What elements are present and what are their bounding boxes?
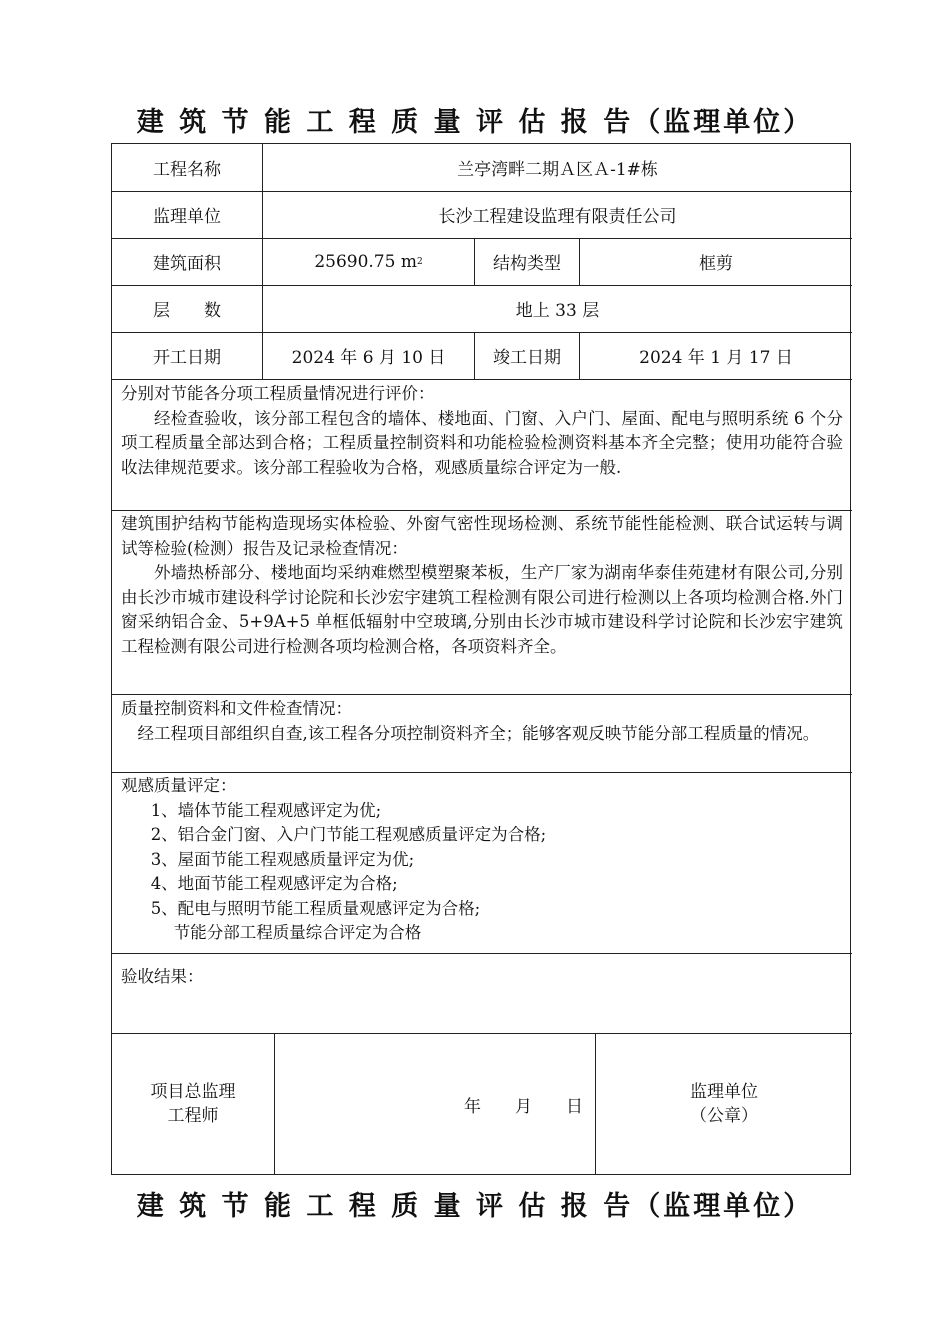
end-date-label: 竣工日期: [493, 348, 561, 368]
project-name-value: 兰亭湾畔二期Ａ区Ａ-1#栋: [457, 160, 658, 180]
end-date-value: 2024 年 1 月 17 日: [639, 348, 793, 368]
section-body: 外墙热桥部分、楼地面均采纳难燃型模塑聚苯板，生产厂家为湖南华泰佳苑建材有限公司,分别由长沙市城市建设科学讨论院和长沙宏宇建筑工程检测有限公司进行检测以上各项均检测合格.外门窗采纳铝合金、5+9A+5 单框低辐射中空玻璃,分别由长沙市城市建设科学讨论院和长沙宏宇建筑工程检测有限公司进行检测各项均检测合格，各项资料齐全。: [121, 563, 843, 656]
floors-label: 层 数: [153, 301, 221, 321]
supervisor-value: 长沙工程建设监理有限责任公司: [438, 207, 677, 227]
area-unit-superscript: 2: [416, 256, 423, 267]
supervisor-seal-label: [596, 1033, 852, 1175]
signature-date: 年 月 日: [464, 1096, 583, 1117]
section-body: 经工程项目部组织自查,该工程各分项控制资料齐全；能够客观反映节能分部工程质量的情况。: [137, 723, 820, 743]
rating-item: 1、墙体节能工程观感评定为优;: [150, 800, 382, 820]
start-date-label: 开工日期: [153, 348, 221, 368]
seal-line2: （公章）: [690, 1106, 758, 1126]
section-heading: 分别对节能各分项工程质量情况进行评价：: [121, 384, 435, 403]
rating-item: 2、铝合金门窗、入户门节能工程观感质量评定为合格;: [150, 825, 547, 844]
start-date-value: 2024 年 6 月 10 日: [291, 348, 446, 368]
section-heading: 观感质量评定：: [121, 776, 237, 795]
acceptance-result: [121, 965, 843, 990]
report-form: [111, 143, 851, 1175]
chief-engineer-line2: 工程师: [167, 1106, 219, 1126]
report-title: 建 筑 节 能 工 程 质 量 评 估 报 告（监理单位）: [136, 107, 814, 138]
supervisor-label: 监理单位: [153, 207, 221, 227]
section-quality-evaluation: [121, 382, 843, 480]
chief-engineer-label: [112, 1033, 274, 1175]
section-heading: 质量控制资料和文件检查情况：: [121, 699, 352, 718]
project-name-label: 工程名称: [153, 160, 221, 180]
section-body: 经检查验收，该分部工程包含的墙体、楼地面、门窗、入户门、屋面、配电与照明系统 6 个分项工程质量全部达到合格；工程质量控制资料和功能检验检测资料基本齐全完整；使用功能符合验收法律规范要求。该分部工程验收为合格，观感质量综合评定为一般.: [121, 408, 843, 477]
seal-line1: 监理单位: [690, 1082, 758, 1102]
footer-title: 建 筑 节 能 工 程 质 量 评 估 报 告（监理单位）: [136, 1191, 814, 1222]
rating-summary: 节能分部工程质量综合评定为合格: [173, 923, 422, 942]
section-appearance-rating: [121, 774, 843, 946]
floors-value: 地上 33 层: [515, 301, 600, 321]
structure-label: 结构类型: [493, 254, 561, 274]
section-document-check: [121, 697, 843, 746]
area-number: 25690.75 m: [314, 251, 417, 272]
area-value: [263, 238, 474, 285]
section-inspection-reports: [121, 512, 843, 659]
structure-value: 框剪: [699, 254, 733, 274]
rating-item: 4、地面节能工程观感评定为合格;: [150, 874, 398, 893]
acceptance-label: 验收结果：: [121, 967, 204, 986]
rating-item: 5、配电与照明节能工程质量观感评定为合格;: [150, 898, 481, 918]
chief-engineer-line1: 项目总监理: [150, 1082, 236, 1102]
area-label: 建筑面积: [153, 254, 221, 274]
rating-item: 3、屋面节能工程观感质量评定为优;: [150, 849, 415, 869]
section-heading: 建筑围护结构节能构造现场实体检验、外窗气密性现场检测、系统节能性能检测、联合试运转与调试等检验(检测）报告及记录检查情况：: [121, 514, 843, 558]
